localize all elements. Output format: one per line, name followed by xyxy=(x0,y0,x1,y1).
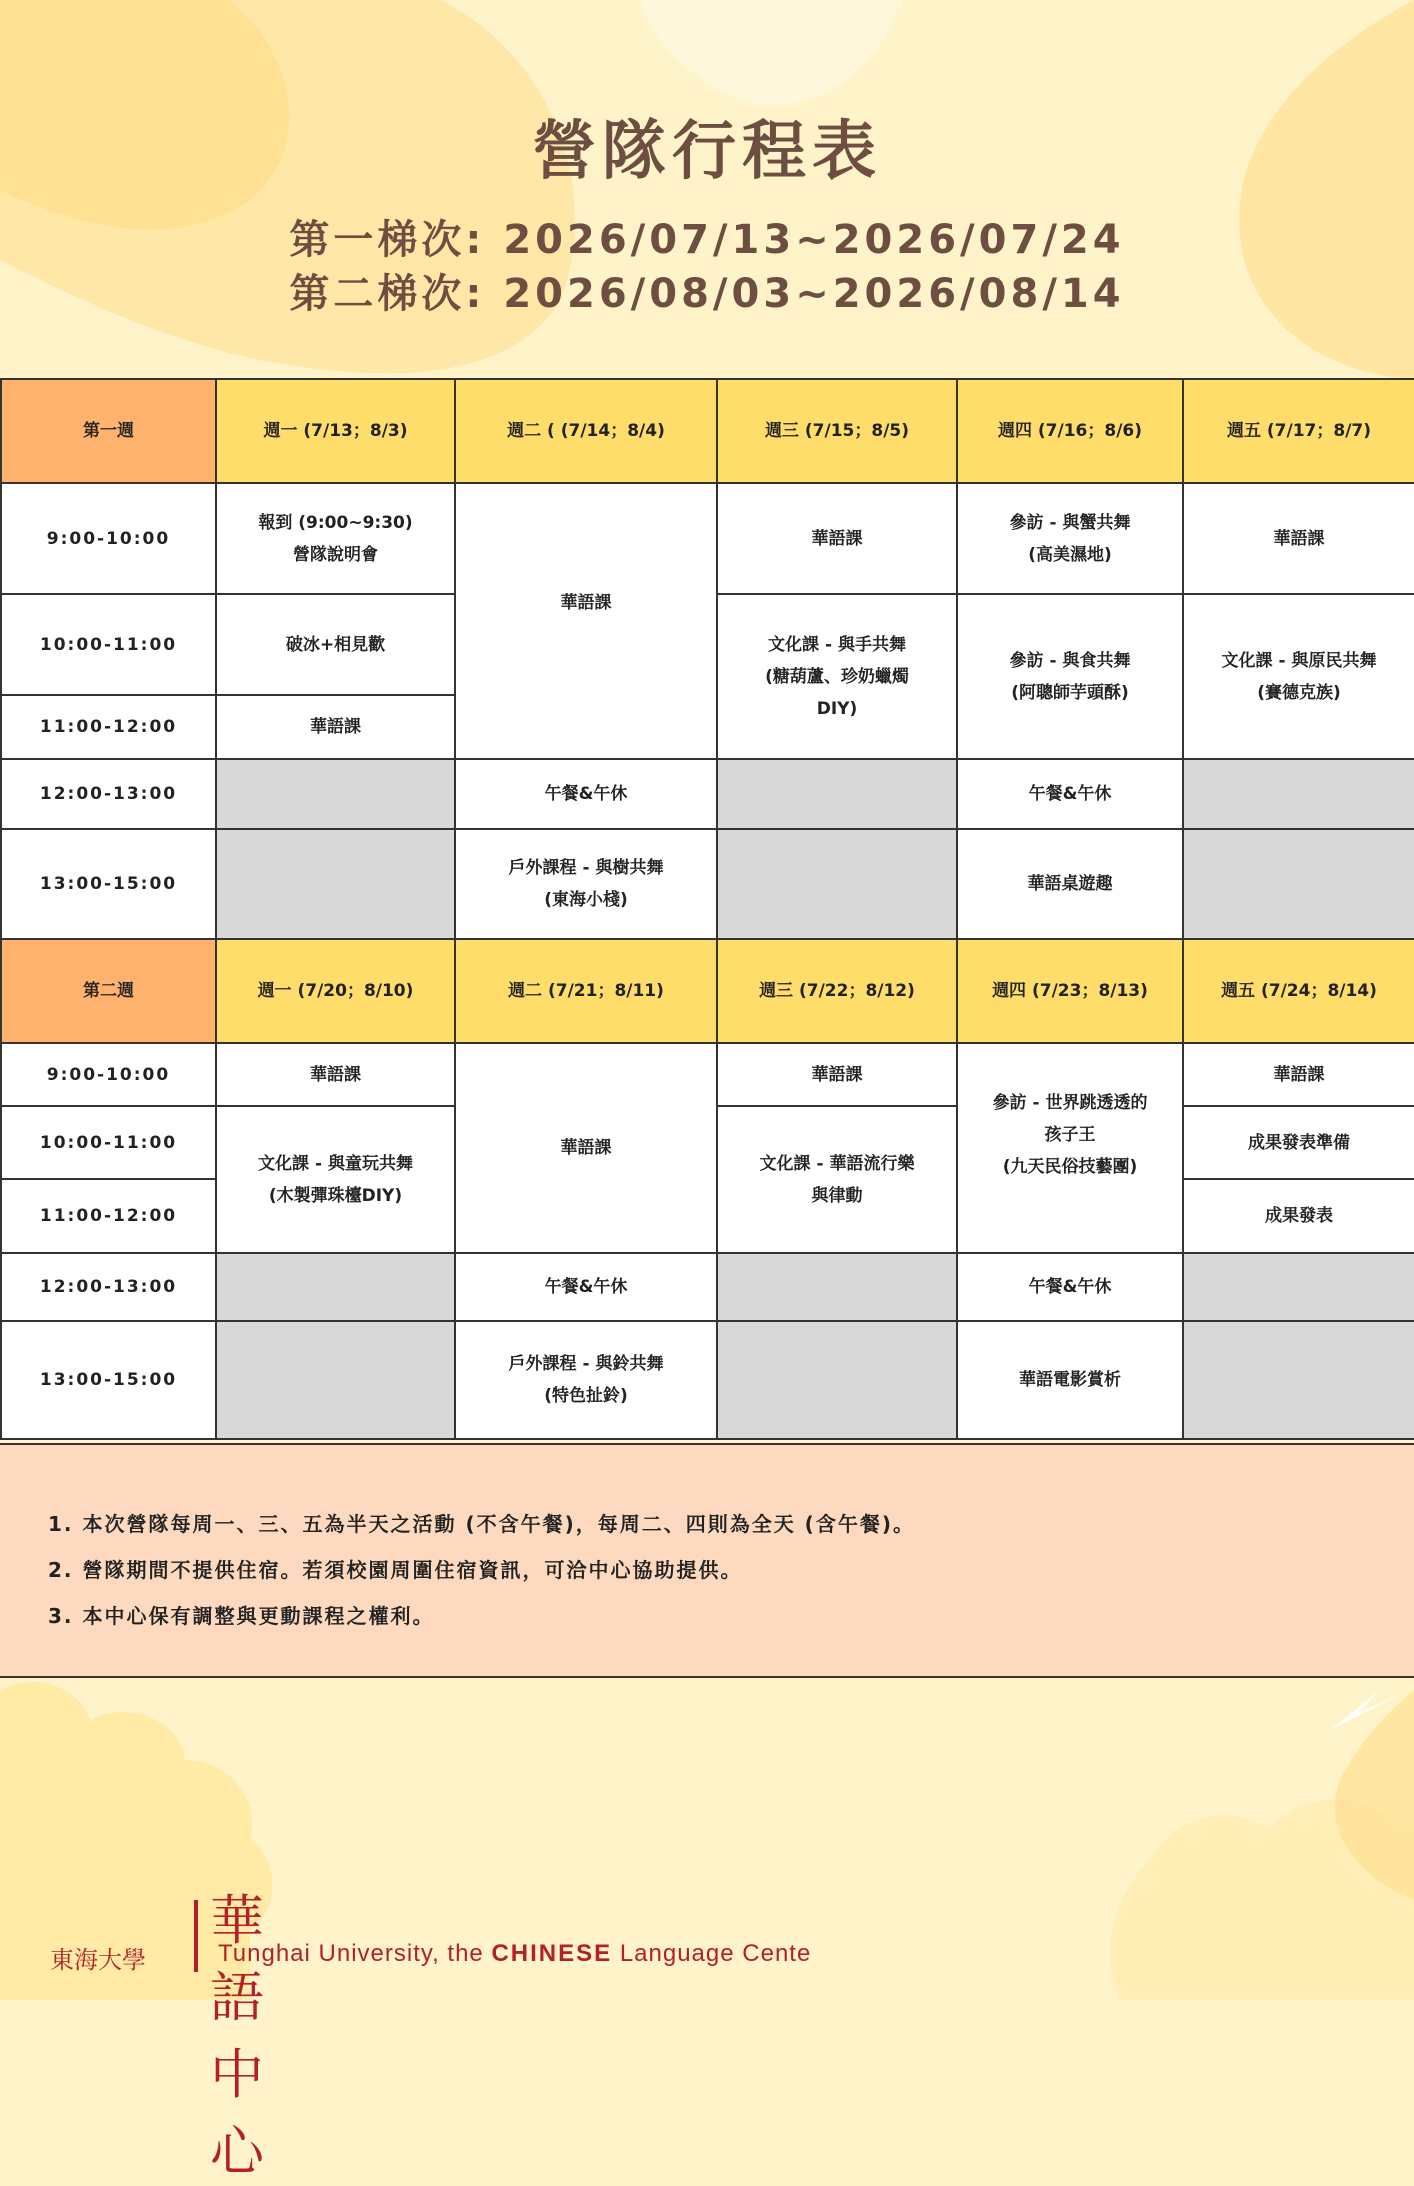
empty-cell xyxy=(1183,759,1414,829)
page-title: 營隊行程表 xyxy=(532,115,882,189)
empty-cell xyxy=(216,759,455,829)
logo-english-name: Tunghai University, the CHINESE Language Cente xyxy=(218,1940,812,1967)
empty-cell xyxy=(717,1321,957,1439)
time-slot: 13:00-15:00 xyxy=(1,1321,216,1439)
week-1-header-row xyxy=(1,379,1414,483)
logo-divider xyxy=(194,1900,198,1972)
schedule-cell: 華語電影賞析 xyxy=(957,1321,1183,1439)
note-item: 1. 本次營隊每周一、三、五為半天之活動 (不含午餐)，每周二、四則為全天 (含午餐)。 xyxy=(48,1512,915,1536)
empty-cell xyxy=(717,1253,957,1321)
schedule-cell: 戶外課程 - 與鈴共舞 (特色扯鈴) xyxy=(455,1321,717,1439)
schedule-cell: 華語課 xyxy=(1183,1043,1414,1106)
schedule-cell: 華語桌遊趣 xyxy=(957,829,1183,939)
day-header-fri: 週五 (7/24；8/14) xyxy=(1183,939,1414,1043)
logo-chinese-wordmark: 華語中心 xyxy=(210,1889,268,2183)
time-slot: 9:00-10:00 xyxy=(1,1043,216,1106)
day-header-thu: 週四 (7/16；8/6) xyxy=(957,379,1183,483)
schedule-cell: 參訪 - 世界跳透透的 孩子王 (九天民俗技藝團) xyxy=(957,1043,1183,1253)
schedule-cell: 成果發表準備 xyxy=(1183,1106,1414,1179)
schedule-cell: 文化課 - 華語流行樂 與律動 xyxy=(717,1106,957,1253)
time-slot: 11:00-12:00 xyxy=(1,1179,216,1253)
schedule-cell: 華語課 xyxy=(717,483,957,594)
day-header-mon: 週一 (7/13；8/3) xyxy=(216,379,455,483)
day-header-thu: 週四 (7/23；8/13) xyxy=(957,939,1183,1043)
schedule-cell: 文化課 - 與原民共舞 (賽德克族) xyxy=(1183,594,1414,759)
time-slot: 10:00-11:00 xyxy=(1,1106,216,1179)
empty-cell xyxy=(717,829,957,939)
schedule-cell: 華語課 xyxy=(1183,483,1414,594)
empty-cell xyxy=(1183,829,1414,939)
batch-1-dates: 第一梯次: 2026/07/13~2026/07/24 xyxy=(289,217,1125,263)
empty-cell xyxy=(1183,1253,1414,1321)
schedule-cell: 文化課 - 與手共舞 (糖葫蘆、珍奶蠟燭 DIY) xyxy=(717,594,957,759)
time-slot: 12:00-13:00 xyxy=(1,759,216,829)
notes-box xyxy=(0,1443,1414,1678)
note-item: 2. 營隊期間不提供住宿。若須校園周圍住宿資訊，可洽中心協助提供。 xyxy=(48,1558,743,1582)
table-row xyxy=(1,483,1414,594)
empty-cell xyxy=(216,1321,455,1439)
time-slot: 10:00-11:00 xyxy=(1,594,216,695)
schedule-cell: 午餐&午休 xyxy=(957,759,1183,829)
time-slot: 11:00-12:00 xyxy=(1,695,216,759)
schedule-cell: 午餐&午休 xyxy=(455,1253,717,1321)
logo-university-name: 東海大學 xyxy=(50,1946,146,1974)
batch-2-dates: 第二梯次: 2026/08/03~2026/08/14 xyxy=(289,271,1125,317)
schedule-cell: 午餐&午休 xyxy=(455,759,717,829)
schedule-cell: 午餐&午休 xyxy=(957,1253,1183,1321)
time-slot: 13:00-15:00 xyxy=(1,829,216,939)
schedule-cell: 戶外課程 - 與樹共舞 (東海小棧) xyxy=(455,829,717,939)
schedule-cell: 華語課 xyxy=(455,483,717,759)
table-row xyxy=(1,1321,1414,1439)
schedule-cell: 破冰+相見歡 xyxy=(216,594,455,695)
day-header-tue: 週二 (7/21；8/11) xyxy=(455,939,717,1043)
empty-cell xyxy=(216,829,455,939)
table-row xyxy=(1,1253,1414,1321)
schedule-cell: 華語課 xyxy=(717,1043,957,1106)
time-slot: 9:00-10:00 xyxy=(1,483,216,594)
week-label: 第一週 xyxy=(1,379,216,483)
week-2-header-row xyxy=(1,939,1414,1043)
time-slot: 12:00-13:00 xyxy=(1,1253,216,1321)
empty-cell xyxy=(216,1253,455,1321)
schedule-cell: 參訪 - 與蟹共舞 (高美濕地) xyxy=(957,483,1183,594)
schedule-table xyxy=(0,378,1414,1440)
schedule-cell: 參訪 - 與食共舞 (阿聰師芋頭酥) xyxy=(957,594,1183,759)
empty-cell xyxy=(717,759,957,829)
day-header-wed: 週三 (7/15；8/5) xyxy=(717,379,957,483)
schedule-cell: 華語課 xyxy=(455,1043,717,1253)
table-row xyxy=(1,1043,1414,1106)
schedule-cell: 華語課 xyxy=(216,1043,455,1106)
note-item: 3. 本中心保有調整與更動課程之權利。 xyxy=(48,1604,435,1628)
table-row xyxy=(1,759,1414,829)
day-header-wed: 週三 (7/22；8/12) xyxy=(717,939,957,1043)
day-header-tue: 週二 ( (7/14；8/4) xyxy=(455,379,717,483)
schedule-cell: 報到 (9:00~9:30) 營隊說明會 xyxy=(216,483,455,594)
day-header-mon: 週一 (7/20；8/10) xyxy=(216,939,455,1043)
schedule-cell: 華語課 xyxy=(216,695,455,759)
day-header-fri: 週五 (7/17；8/7) xyxy=(1183,379,1414,483)
week-label: 第二週 xyxy=(1,939,216,1043)
schedule-cell: 文化課 - 與童玩共舞 (木製彈珠檯DIY) xyxy=(216,1106,455,1253)
table-row xyxy=(1,829,1414,939)
schedule-cell: 成果發表 xyxy=(1183,1179,1414,1253)
empty-cell xyxy=(1183,1321,1414,1439)
